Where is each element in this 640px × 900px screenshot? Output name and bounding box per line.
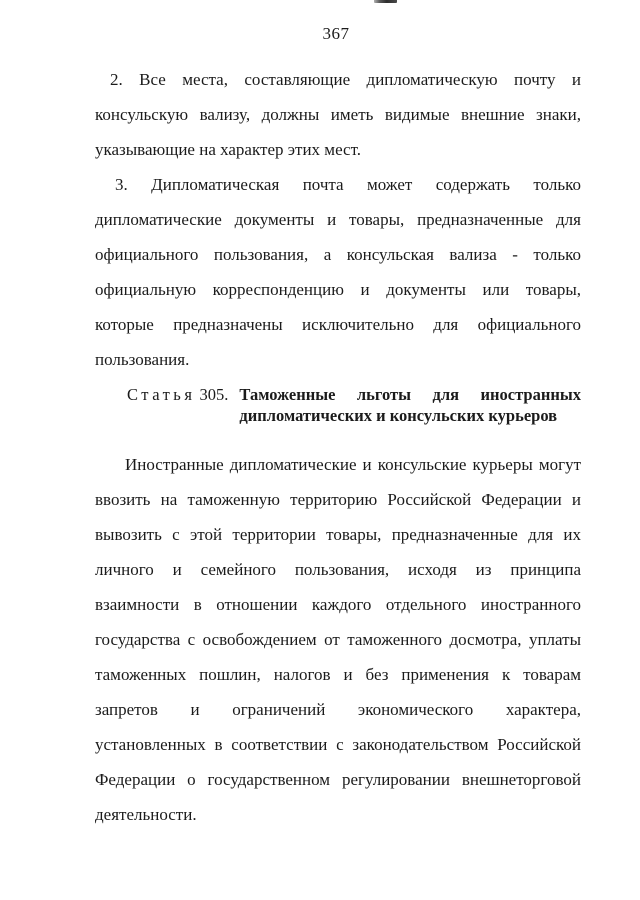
page-number: 367 <box>322 24 350 43</box>
article-label-number: 305. <box>199 385 229 404</box>
scan-binding-mark <box>374 0 397 3</box>
article-heading <box>127 384 581 426</box>
paragraph-3: 3. Дипломатическая почта может содержать только дипломатические документы и товары, предназначенные для официального пользования, а консульская вализа - только официальную корреспонденцию и документы или товары, которые предназначены исключительно для официального пользования. <box>95 175 581 369</box>
paragraph-2: 2. Все места, составляющие дипломатическую почту и консульскую вализу, должны иметь видимые внешние знаки, указывающие на характер этих мест. <box>95 70 581 159</box>
numbered-paragraphs-block <box>95 62 581 377</box>
article-label-word: Статья <box>127 385 196 404</box>
article-title: Таможенные льготы для иностранных дипломатических и консульских курьеров <box>239 385 581 425</box>
article-body-paragraph: Иностранные дипломатические и консульские курьеры могут ввозить на таможенную территорию Российской Федерации и вывозить с этой территории товары, предназначенные для их личного и семейного пользования, исходя из принципа взаимности в отношении каждого отдельного иностранного государства с освобождением от таможенного досмотра, уплаты таможенных пошлин, налогов и без применения к товарам запретов и ограничений экономического характера, установленных в соответствии с законодательством Российской Федерации о государственном регулировании внешнеторговой деятельности. <box>95 455 581 824</box>
article-label <box>127 384 239 405</box>
article-body-block <box>95 447 581 832</box>
